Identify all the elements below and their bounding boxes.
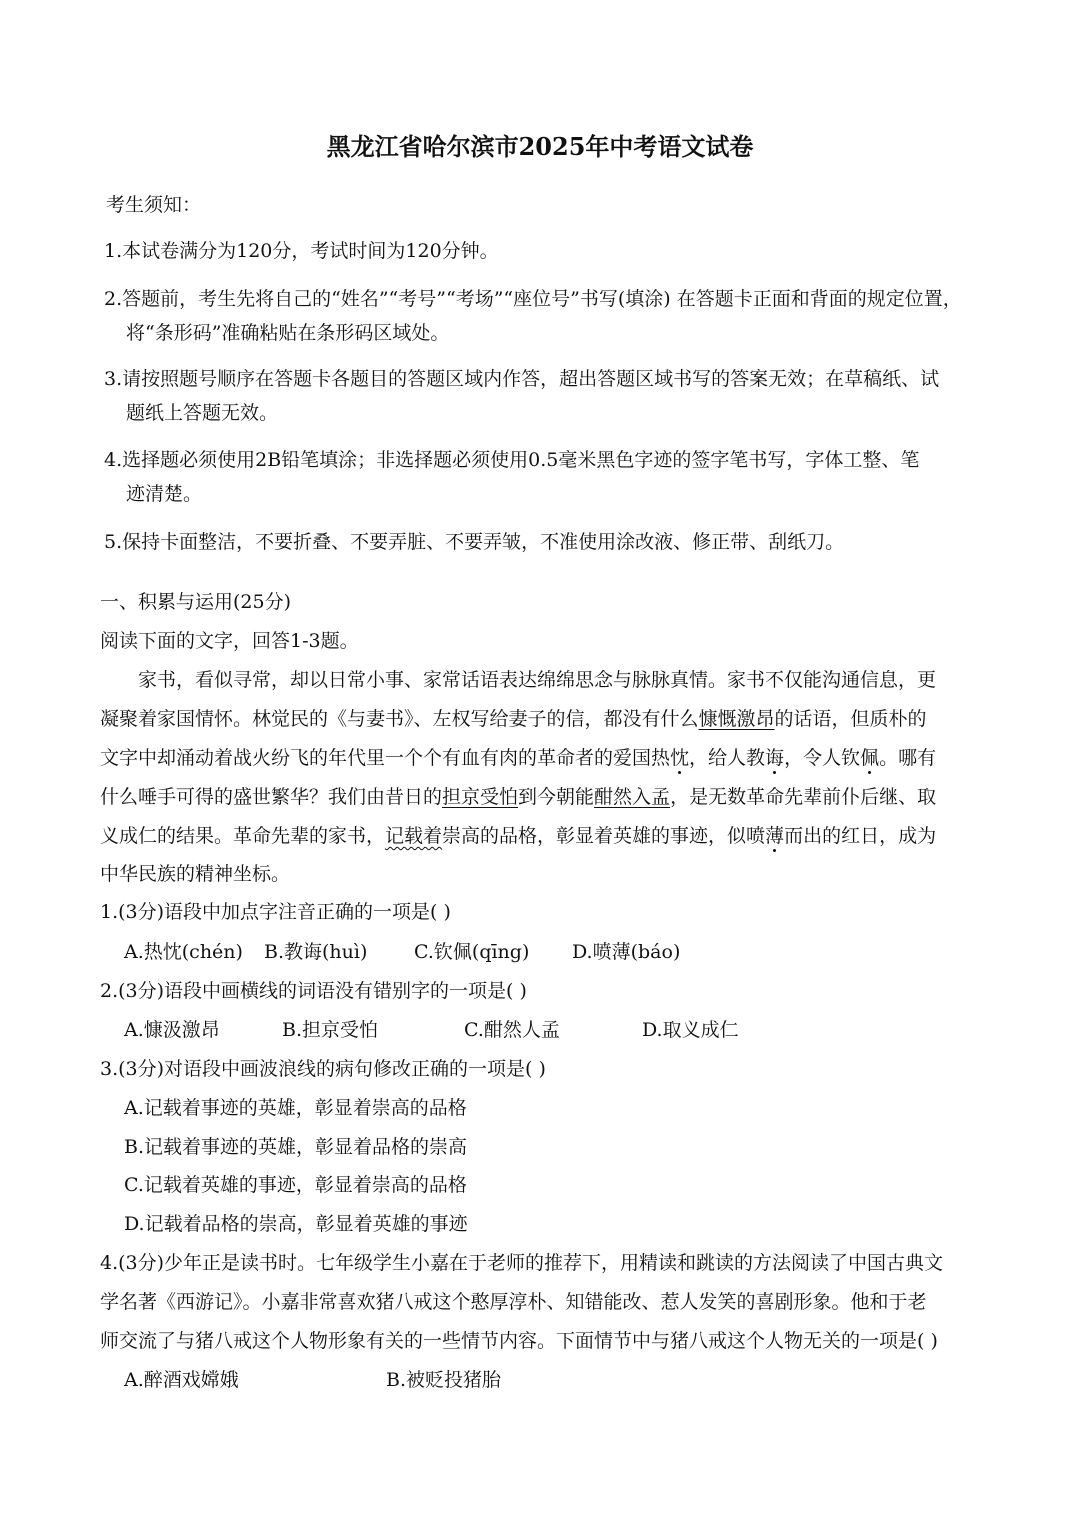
passage-line-6: [100, 862, 290, 886]
q3-option-b: B.记载着事迹的英雄，彰显着品格的崇高: [124, 1136, 468, 1158]
dotted-char: 薄: [765, 825, 785, 847]
passage-text: 中华民族的精神坐标。: [100, 863, 291, 885]
passage-text: 什么唾手可得的盛世繁华？我们由昔日的: [100, 786, 443, 808]
q1-option-c: C.钦佩(qīng): [414, 941, 530, 963]
question-4-stem-2: 学名著《西游记》。小嘉非常喜欢猪八戒这个憨厚淳朴、知错能改、惹人发笑的喜剧形象。他和于老: [100, 1291, 927, 1313]
passage-line-1: [138, 668, 936, 692]
notice-item-3-cont: 题纸上答题无效。: [126, 402, 279, 424]
q1-option-a: A.热忱(chén): [124, 941, 243, 963]
passage-text: 崇高的品格，彰显着英雄的事迹，似喷: [442, 825, 766, 847]
passage-line-5: [100, 824, 936, 848]
passage-text: 家书，看似寻常，却以日常小事、家常话语表达绵绵思念与脉脉真情。家书不仅能沟通信息，更: [138, 669, 937, 691]
passage-text: 的话语，但质朴的: [774, 708, 927, 730]
passage-text: 而出的红日，成为: [784, 825, 937, 847]
passage-text: 义成仁的结果。革命先辈的家书，: [100, 825, 386, 847]
q1-option-d: D.喷薄(báo): [572, 941, 681, 963]
passage-text: 到今朝能: [518, 786, 595, 808]
q2-option-b: B.担京受怕: [282, 1019, 379, 1041]
q2-option-d: D.取义成仁: [642, 1019, 739, 1041]
notice-item-2-cont: 将“条形码”准确粘贴在条形码区域处。: [126, 322, 450, 344]
notice-item-4-cont: 迹清楚。: [126, 483, 203, 505]
question-4-stem-3: 师交流了与猪八戒这个人物形象有关的一些情节内容。下面情节中与猪八戒这个人物无关的一项是( ): [100, 1330, 938, 1352]
question-4-stem-1: 4.(3分)少年正是读书时。七年级学生小嘉在于老师的推荐下，用精读和跳读的方法阅读了中国古典文: [100, 1252, 944, 1274]
dotted-char: 佩: [860, 747, 880, 769]
passage-text: 文字中却涌动着战火纷飞的年代里一个个有血有肉的革命者的爱国热: [100, 747, 671, 769]
passage-text: ，令人钦: [784, 747, 861, 769]
section-heading: 一、积累与运用(25分): [100, 591, 292, 613]
notice-heading: 考生须知：: [106, 194, 202, 216]
passage-line-2: [100, 707, 927, 731]
q4-option-a: A.醉酒戏嫦娥: [124, 1369, 239, 1391]
notice-item-1: 1.本试卷满分为120分，考试时间为120分钟。: [104, 240, 499, 262]
passage-text: 凝聚着家国情怀。林觉民的《与妻书》、左权写给妻子的信，都没有什么: [100, 708, 699, 730]
dotted-char: 诲: [765, 747, 785, 769]
reading-intro: 阅读下面的文字，回答1-3题。: [100, 630, 359, 652]
q2-option-a: A.慷汲激昂: [124, 1019, 220, 1041]
notice-item-4: 4.选择题必须使用2B铅笔填涂；非选择题必须使用0.5毫米黑色字迹的签字笔书写，字体工整、笔: [104, 449, 920, 471]
passage-text: ，给人教: [689, 747, 766, 769]
notice-item-2: 2.答题前，考生先将自己的“姓名”“考号”“考场”“座位号”书写(填涂) 在答题卡正面和背面的规定位置，: [104, 288, 962, 310]
q4-option-b: B.被贬投猪胎: [386, 1369, 502, 1391]
passage-text: ，是无数革命先辈前仆后继、取: [670, 786, 937, 808]
notice-item-5: 5.保持卡面整洁，不要折叠、不要弄脏、不要弄皱，不准使用涂改液、修正带、刮纸刀。: [104, 531, 845, 553]
q2-option-c: C.酣然人孟: [464, 1019, 560, 1041]
q1-option-b: B.教诲(huì): [264, 941, 368, 963]
underlined-word: 慷慨激昂: [698, 708, 775, 730]
wavy-underlined-phrase: 记载着: [385, 825, 443, 847]
underlined-word: 酣然入孟: [594, 786, 671, 808]
underlined-word: 担京受怕: [442, 786, 519, 808]
question-2-stem: 2.(3分)语段中画横线的词语没有错别字的一项是( ): [100, 980, 527, 1002]
exam-title: 黑龙江省哈尔滨市2025年中考语文试卷: [326, 132, 754, 161]
passage-text: 。哪有: [879, 747, 937, 769]
question-3-stem: 3.(3分)对语段中画波浪线的病句修改正确的一项是( ): [100, 1058, 546, 1080]
passage-line-3: [100, 746, 936, 770]
dotted-char: 忱: [670, 747, 690, 769]
question-1-stem: 1.(3分)语段中加点字注音正确的一项是( ): [100, 901, 451, 923]
passage-line-4: [100, 785, 936, 809]
notice-item-3: 3.请按照题号顺序在答题卡各题目的答题区域内作答，超出答题区域书写的答案无效；在草稿纸、试: [104, 368, 940, 390]
q3-option-d: D.记载着品格的崇高，彰显着英雄的事迹: [124, 1213, 468, 1235]
q3-option-a: A.记载着事迹的英雄，彰显着崇高的品格: [124, 1097, 467, 1119]
q3-option-c: C.记载着英雄的事迹，彰显着崇高的品格: [124, 1174, 467, 1196]
